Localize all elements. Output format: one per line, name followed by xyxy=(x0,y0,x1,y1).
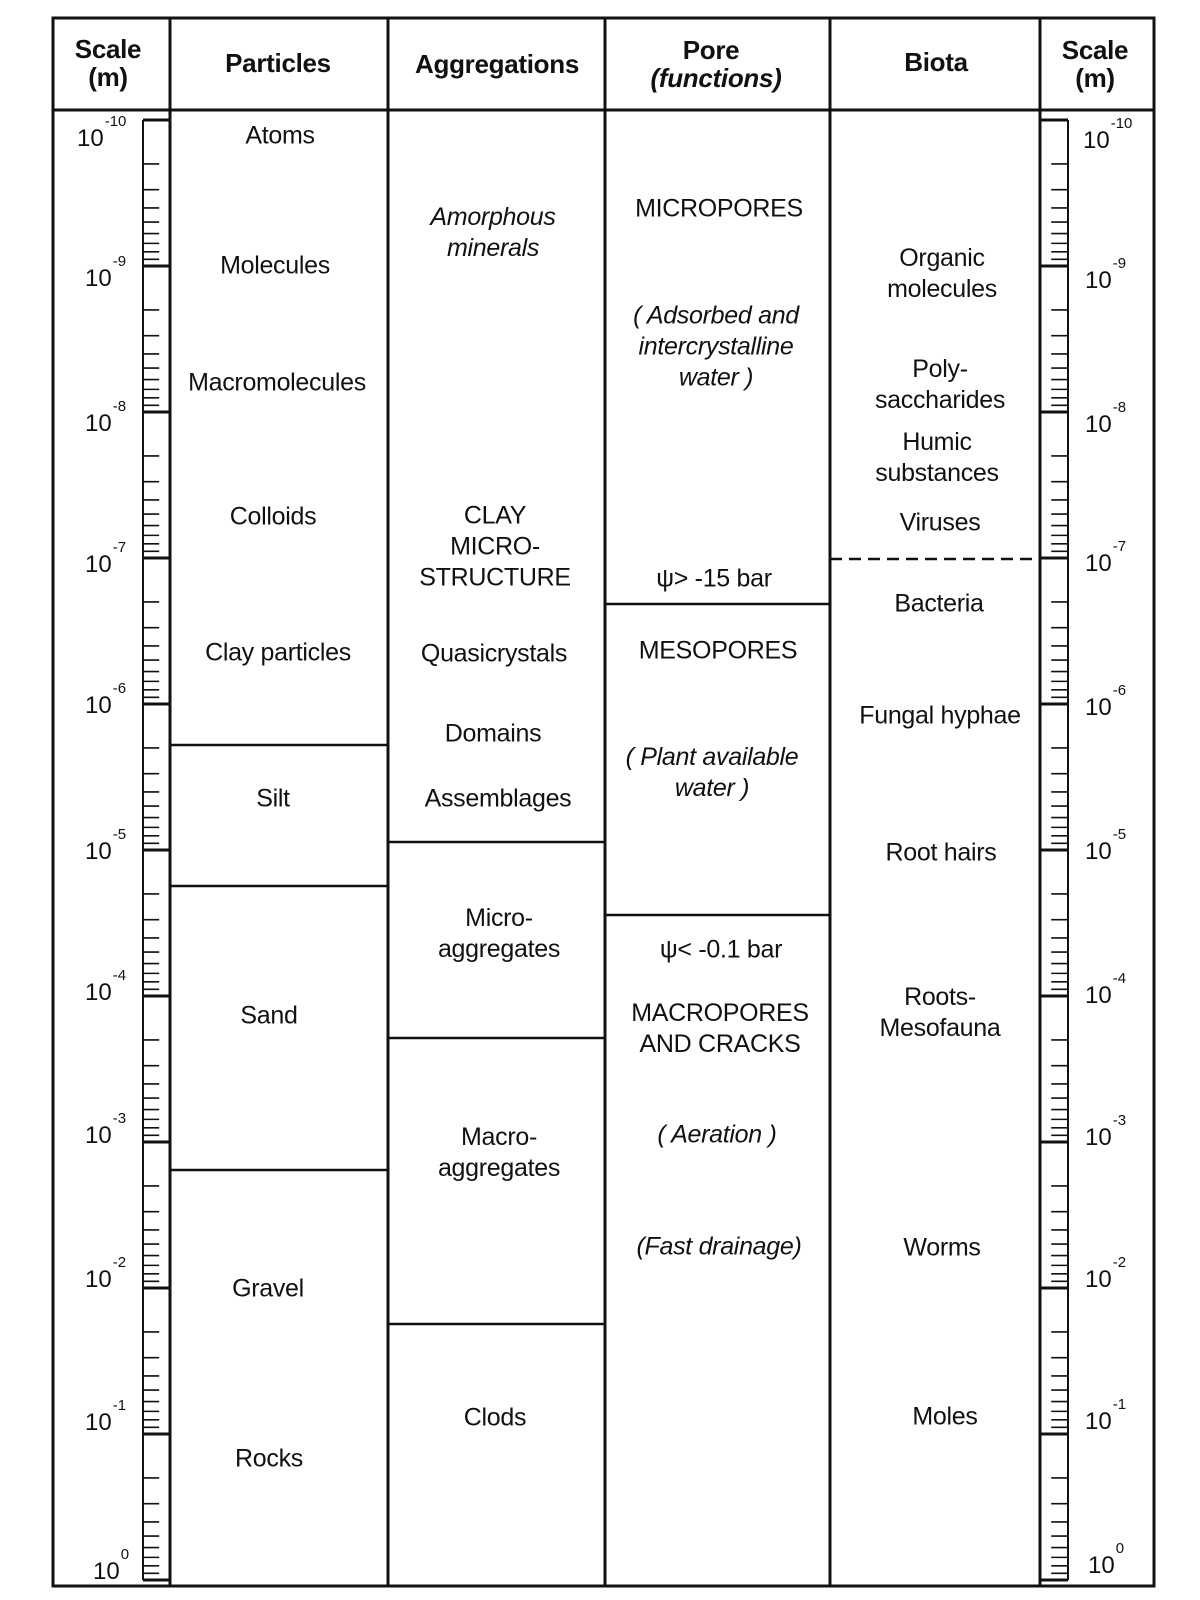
particles-molecules: Molecules xyxy=(220,251,330,280)
header-aggregations: Aggregations xyxy=(415,49,579,79)
scale-label-right: $10^{-9}$ xyxy=(1085,255,1127,294)
pore-macropores: MACROPORES AND CRACKS xyxy=(631,999,809,1058)
agg-clods: Clods xyxy=(463,1403,527,1432)
pore-micro-function: ( Adsorbed and intercrystalline water ) xyxy=(633,301,799,392)
scale-label-right: $10^{-3}$ xyxy=(1085,1112,1127,1151)
particles-gravel: Gravel xyxy=(232,1274,304,1303)
particles-clay-particles: Clay particles xyxy=(205,638,351,667)
scale-label-right: $10^{-1}$ xyxy=(1085,1396,1127,1435)
header-pore: Pore xyxy=(682,35,740,65)
scale-label-right: $10^{-10}$ xyxy=(1083,115,1133,154)
scale-label-right: $10^{-5}$ xyxy=(1085,826,1127,865)
agg-clay-microstructure: CLAY MICRO- STRUCTURE xyxy=(419,501,571,592)
scale-ruler-left xyxy=(143,120,170,1580)
biota-roots-mesofauna: Roots- Mesofauna xyxy=(879,983,1001,1042)
scale-label-left: $10^{-9}$ xyxy=(85,253,127,292)
pore-aeration: ( Aeration ) xyxy=(657,1120,777,1149)
scale-ruler-right xyxy=(1040,120,1068,1580)
scale-label-right: $10^{-7}$ xyxy=(1085,538,1127,577)
agg-amorphous-minerals: Amorphous minerals xyxy=(430,203,556,262)
particles-macromolecules: Macromolecules xyxy=(188,368,366,397)
biota-polysaccharides: Poly- saccharides xyxy=(874,355,1006,414)
pore-psi-01-bar: ψ< -0.1 bar xyxy=(659,935,783,964)
header-particles: Particles xyxy=(225,48,331,78)
scale-label-left: $10^{-3}$ xyxy=(85,1110,127,1149)
agg-domains: Domains xyxy=(444,719,542,748)
pore-fast-drainage: (Fast drainage) xyxy=(636,1232,802,1261)
biota-fungal-hyphae: Fungal hyphae xyxy=(859,701,1021,730)
header-scale-left: Scale (m) xyxy=(74,34,142,92)
scale-label-left: $10^{-6}$ xyxy=(85,680,127,719)
scale-label-right: $10^0$ xyxy=(1088,1540,1125,1579)
scale-label-left: $10^{-2}$ xyxy=(85,1254,127,1293)
scale-label-right: $10^{-4}$ xyxy=(1085,970,1127,1009)
header-pore-functions: (functions) xyxy=(650,63,782,93)
header-scale-right: Scale (m) xyxy=(1061,35,1129,93)
biota-worms: Worms xyxy=(903,1233,981,1262)
header-biota: Biota xyxy=(904,47,968,77)
scale-label-left: $10^{-10}$ xyxy=(77,113,127,152)
pore-micropores: MICROPORES xyxy=(635,194,803,223)
scale-label-left: $10^0$ xyxy=(93,1546,130,1585)
scale-label-left: $10^{-4}$ xyxy=(85,967,127,1006)
particles-atoms: Atoms xyxy=(245,121,315,150)
particles-colloids: Colloids xyxy=(229,502,317,531)
particles-rocks: Rocks xyxy=(235,1444,303,1473)
pore-mesopores: MESOPORES xyxy=(638,636,798,665)
agg-assemblages: Assemblages xyxy=(424,784,572,813)
agg-quasicrystals: Quasicrystals xyxy=(420,639,568,668)
biota-root-hairs: Root hairs xyxy=(885,838,997,867)
scale-label-left: $10^{-7}$ xyxy=(85,539,127,578)
particles-silt: Silt xyxy=(256,784,290,813)
pore-meso-function: ( Plant available water ) xyxy=(625,743,799,802)
scale-label-left: $10^{-5}$ xyxy=(85,826,127,865)
agg-microaggregates: Micro- aggregates xyxy=(437,904,561,963)
scale-label-right: $10^{-8}$ xyxy=(1085,399,1127,438)
scale-label-left: $10^{-8}$ xyxy=(85,398,127,437)
biota-viruses: Viruses xyxy=(899,508,981,537)
pore-psi-15-bar: ψ> -15 bar xyxy=(656,564,772,593)
scale-label-left: $10^{-1}$ xyxy=(85,1397,127,1436)
agg-macroaggregates: Macro- aggregates xyxy=(437,1123,561,1182)
scale-label-right: $10^{-2}$ xyxy=(1085,1254,1127,1293)
particles-sand: Sand xyxy=(240,1001,298,1030)
biota-humic-substances: Humic substances xyxy=(875,428,999,487)
biota-moles: Moles xyxy=(912,1402,978,1431)
biota-organic-molecules: Organic molecules xyxy=(887,244,997,303)
scale-label-right: $10^{-6}$ xyxy=(1085,682,1127,721)
biota-bacteria: Bacteria xyxy=(894,589,984,618)
